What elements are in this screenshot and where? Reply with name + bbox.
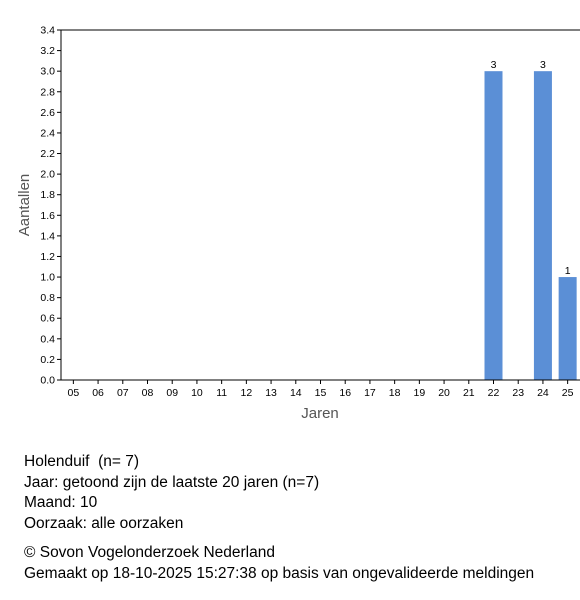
y-tick-label: 2.0 [40, 168, 55, 181]
y-tick-label: 1.0 [40, 271, 55, 284]
y-tick-label: 0.4 [40, 333, 55, 346]
y-tick-label: 0.2 [40, 353, 55, 366]
month-line: Maand: 10 [24, 494, 98, 511]
bars [485, 71, 577, 380]
bar [559, 277, 577, 380]
x-tick-label: 11 [216, 387, 228, 399]
y-tick-label: 2.8 [40, 86, 55, 99]
x-tick-label: 25 [561, 387, 574, 399]
y-tick-label: 1.2 [40, 250, 55, 263]
x-tick-label: 05 [67, 387, 80, 399]
year-line: Jaar: getoond zijn de laatste 20 jaren (n=7) [24, 473, 320, 491]
spacer [24, 534, 534, 543]
y-tick-label: 2.2 [40, 148, 55, 161]
x-tick-label: 18 [388, 387, 401, 399]
bar-data-labels [491, 59, 571, 277]
y-tick-label: 1.8 [40, 189, 55, 202]
x-tick-label: 14 [289, 387, 302, 399]
y-tick-label: 3.0 [40, 65, 55, 78]
bar-data-label: 3 [540, 59, 546, 72]
x-tick-label: 19 [413, 387, 426, 399]
y-tick-label: 2.4 [40, 127, 55, 140]
bar-data-label: 3 [490, 59, 497, 72]
x-tick-label: 06 [92, 387, 104, 399]
x-tick-label: 17 [364, 387, 376, 399]
x-tick-label: 12 [240, 387, 253, 399]
y-tick-label: 3.4 [40, 24, 55, 37]
y-axis-label: Aantallen [16, 173, 33, 237]
x-tick-label: 09 [166, 387, 179, 399]
bar [534, 71, 552, 380]
y-axis-ticks [40, 25, 61, 387]
x-axis-label: Jaren [301, 405, 339, 422]
y-tick-label: 2.6 [40, 106, 55, 119]
x-tick-label: 20 [438, 387, 450, 399]
x-tick-label: 22 [487, 387, 500, 399]
bar-data-label: 1 [564, 265, 571, 278]
y-tick-label: 0.0 [40, 374, 55, 387]
y-tick-label: 0.8 [40, 292, 55, 305]
created-line: Gemaakt op 18-10-2025 15:27:38 op basis van ongevalideerde meldingen [24, 564, 535, 582]
x-tick-label: 07 [116, 387, 129, 399]
x-tick-label: 08 [141, 387, 154, 399]
x-tick-label: 21 [462, 387, 475, 399]
x-tick-label: 16 [339, 387, 352, 399]
bar [485, 71, 503, 380]
y-tick-label: 0.6 [40, 312, 55, 325]
x-tick-label: 23 [512, 387, 525, 399]
y-tick-label: 3.2 [40, 45, 55, 58]
species-line: Holenduif (n= 7) [24, 453, 140, 470]
x-axis-ticks [68, 380, 574, 399]
chart-info [24, 452, 534, 584]
y-tick-label: 1.4 [40, 230, 55, 243]
cause-line: Oorzaak: alle oorzaken [24, 514, 184, 532]
x-tick-label: 24 [537, 387, 549, 399]
x-tick-label: 10 [191, 387, 203, 399]
copyright-line: © Sovon Vogelonderzoek Nederland [24, 544, 275, 561]
x-tick-label: 15 [314, 387, 327, 399]
x-tick-label: 13 [265, 387, 277, 399]
y-tick-label: 1.6 [40, 209, 55, 222]
